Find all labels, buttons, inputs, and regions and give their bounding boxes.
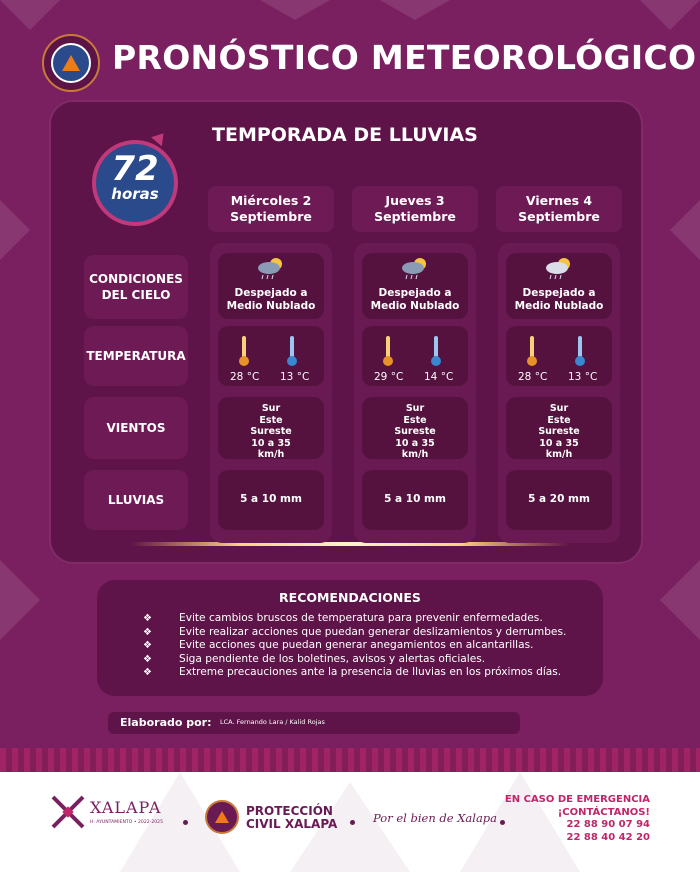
emergency-contact — [505, 794, 650, 844]
temp-cell-1 — [218, 326, 324, 386]
xalapa-subtitle: H. AYUNTAMIENTO • 2022-2025 — [90, 820, 164, 825]
list-item — [143, 612, 566, 626]
thermometer-hot-icon — [238, 334, 250, 368]
separator-dot — [350, 820, 355, 825]
day-month: Septiembre — [518, 209, 600, 224]
xalapa-name: XALAPA — [90, 798, 162, 817]
phone-number[interactable]: 22 88 90 07 94 — [566, 819, 650, 830]
diamond-bullet-icon: ❖ — [143, 640, 152, 651]
civil-protection-triangle-icon — [51, 43, 91, 83]
row-label-winds: VIENTOS — [84, 397, 188, 459]
sky-line-2: Medio Nublado — [226, 300, 316, 312]
civil-protection-logo — [42, 34, 100, 92]
wind-line: Este — [403, 414, 427, 426]
panel-glow-line — [130, 542, 570, 546]
row-label-temperature: TEMPERATURA — [84, 326, 188, 386]
season-subtitle: TEMPORADA DE LLUVIAS — [212, 124, 478, 146]
wind-line: Sureste — [250, 426, 292, 437]
wind-line: km/h — [257, 449, 285, 460]
temp-max: 29 °C — [374, 371, 404, 383]
credits-label: Elaborado por: — [120, 716, 212, 729]
diamond-bullet-icon: ❖ — [143, 653, 152, 665]
recommendation-text: Evite realizar acciones que puedan generar deslizamientos y derrumbes. — [179, 625, 567, 638]
partly-cloudy-rain-icon — [395, 255, 435, 281]
recommendation-text: Siga pendiente de los boletines, avisos y alertas oficiales. — [179, 652, 486, 665]
xalapa-x-logo-icon — [48, 792, 88, 832]
day-header-3 — [496, 186, 622, 232]
temp-cell-3 — [506, 326, 612, 386]
wind-line: Sur — [405, 403, 425, 414]
thermometer-hot-icon — [526, 334, 538, 368]
temp-cell-2 — [362, 326, 468, 386]
thermometer-cold-icon — [574, 334, 586, 368]
thermometer-cold-icon — [430, 334, 442, 368]
separator-dot — [183, 820, 188, 825]
wind-line: Sur — [261, 403, 281, 414]
thermometer-cold-icon — [286, 334, 298, 368]
civil-protection-triangle-icon — [214, 810, 230, 824]
temp-max: 28 °C — [518, 371, 548, 383]
sky-line-1: Despejado a — [522, 287, 596, 299]
day-name: Miércoles 2 — [230, 193, 312, 208]
slogan: Por el bien de Xalapa — [373, 811, 498, 825]
wind-line: Sureste — [538, 426, 580, 437]
decorative-band — [0, 748, 700, 772]
partly-cloudy-rain-icon — [251, 255, 291, 281]
thermometer-hot-icon — [382, 334, 394, 368]
sky-cell-2 — [362, 253, 468, 319]
civil-protection-footer-logo — [205, 800, 239, 834]
temp-max: 28 °C — [230, 371, 260, 383]
diamond-bullet-icon: ❖ — [143, 613, 152, 624]
72-hours-badge — [92, 140, 178, 226]
sky-line-1: Despejado a — [234, 287, 308, 299]
page-title: PRONÓSTICO METEOROLÓGICO — [112, 38, 697, 77]
recommendation-text: Evite cambios bruscos de temperatura para prevenir enfermedades. — [179, 612, 543, 624]
rain-cell-2: 5 a 10 mm — [362, 470, 468, 530]
wind-cell-2 — [362, 397, 468, 459]
day-name: Viernes 4 — [525, 193, 593, 208]
temp-min: 14 °C — [424, 371, 454, 383]
emergency-line-1: EN CASO DE EMERGENCIA — [504, 794, 650, 805]
row-label-sky: CONDICIONES DEL CIELO — [84, 255, 188, 319]
badge-label: horas — [111, 185, 159, 203]
diamond-bullet-icon: ❖ — [143, 626, 152, 638]
temp-min: 13 °C — [568, 371, 598, 383]
civil-protection-name — [246, 805, 337, 831]
pc-line-2: CIVIL XALAPA — [246, 817, 338, 831]
list-item — [143, 626, 566, 640]
emergency-line-2: ¡CONTÁCTANOS! — [557, 806, 650, 818]
rain-cell-3: 5 a 20 mm — [506, 470, 612, 530]
wind-line: km/h — [545, 449, 573, 460]
temp-min: 13 °C — [280, 371, 310, 383]
list-item — [143, 639, 566, 653]
recommendations-box — [97, 580, 603, 696]
list-item — [143, 666, 566, 680]
wind-line: km/h — [401, 449, 429, 460]
sky-cell-1 — [218, 253, 324, 319]
credits-bar — [108, 712, 520, 734]
wind-cell-1 — [218, 397, 324, 459]
day-month: Septiembre — [374, 209, 456, 224]
credits-value: LCA. Fernando Lara / Kalid Rojas — [220, 718, 325, 726]
day-header-2 — [352, 186, 478, 232]
pc-line-1: PROTECCIÓN — [246, 804, 333, 818]
sky-cell-3 — [506, 253, 612, 319]
sky-line-2: Medio Nublado — [370, 300, 460, 312]
recommendations-title: RECOMENDACIONES — [279, 590, 421, 605]
wind-line: Este — [259, 414, 283, 426]
recommendations-list — [143, 612, 566, 680]
wind-line: Sureste — [394, 426, 436, 437]
sky-line-1: Despejado a — [378, 287, 452, 299]
phone-number[interactable]: 22 88 40 42 20 — [566, 831, 650, 843]
day-month: Septiembre — [230, 209, 312, 224]
badge-number: 72 — [111, 149, 159, 189]
diamond-bullet-icon: ❖ — [143, 667, 152, 678]
rain-cell-1: 5 a 10 mm — [218, 470, 324, 530]
wind-line: Este — [547, 414, 571, 426]
day-name: Jueves 3 — [385, 193, 445, 208]
wind-cell-3 — [506, 397, 612, 459]
footer — [0, 772, 700, 872]
recommendation-text: Extreme precauciones ante la presencia de lluvias en los próximos días. — [179, 666, 562, 678]
list-item — [143, 653, 566, 667]
wind-line: Sur — [549, 403, 569, 414]
wind-line: 10 a 35 — [539, 437, 579, 449]
wind-line: 10 a 35 — [395, 437, 435, 449]
day-header-1 — [208, 186, 334, 232]
row-label-rain: LLUVIAS — [84, 470, 188, 530]
partly-cloudy-rain-icon — [539, 255, 579, 281]
recommendation-text: Evite acciones que puedan generar anegamientos en alcantarillas. — [179, 639, 534, 651]
wind-line: 10 a 35 — [251, 437, 291, 449]
sky-line-2: Medio Nublado — [514, 300, 604, 312]
